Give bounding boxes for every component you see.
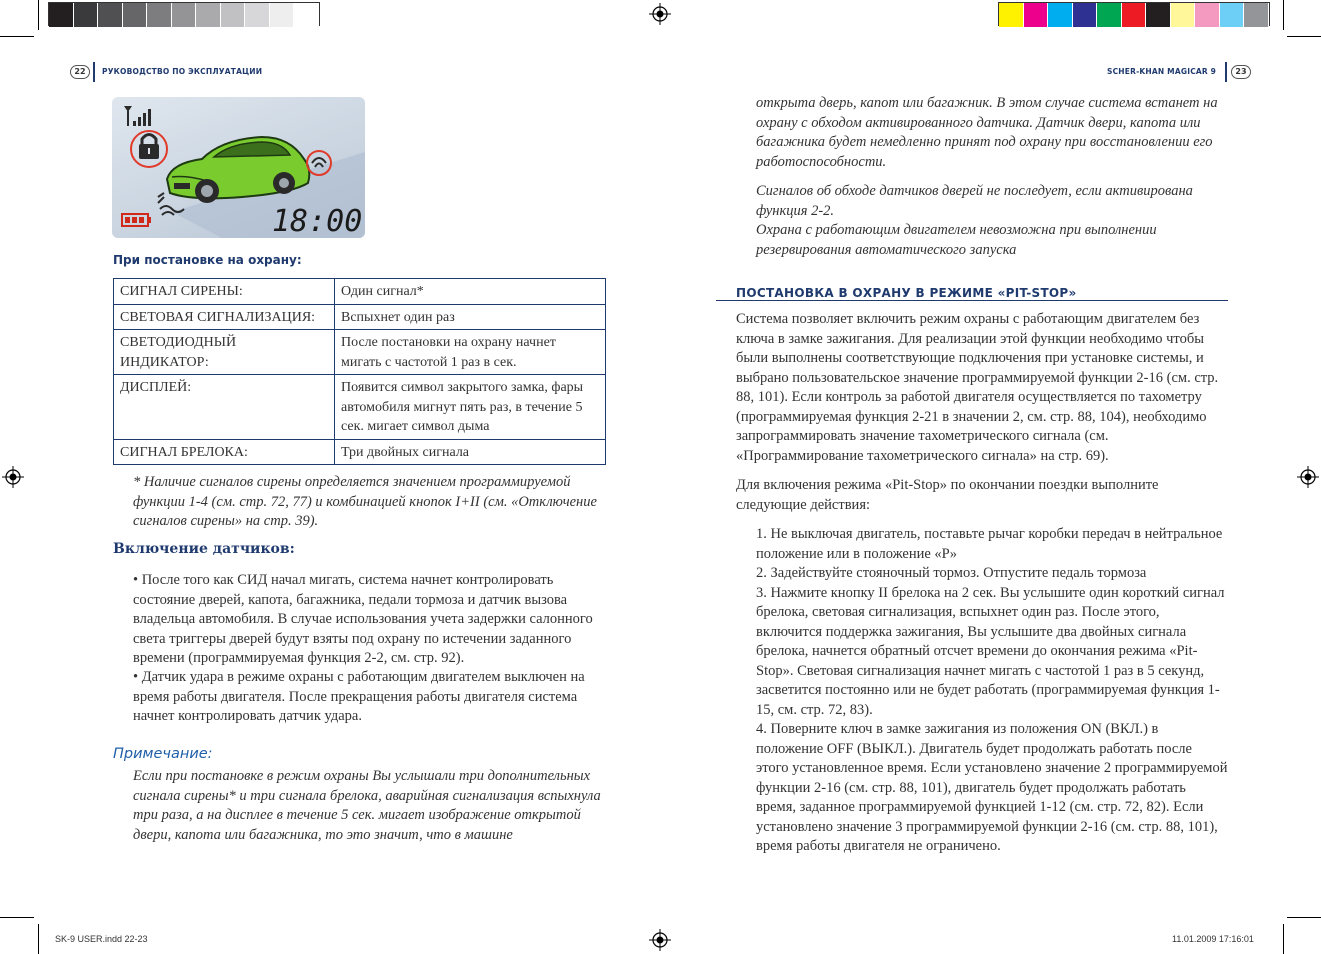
note-heading: Примечание: — [113, 746, 213, 762]
registration-mark-icon — [1297, 466, 1319, 488]
color-swatch — [196, 3, 221, 27]
crop-mark — [1283, 924, 1284, 954]
color-swatch — [1097, 3, 1122, 27]
list-item: 4. Поверните ключ в замке зажигания из положения ON (ВКЛ.) в положение OFF (ВЫКЛ.). Двигатель будет продолжать работать после этого установленное время. Если установлено значение 2 программируемой функции 2-16 (см. стр. 88, 101), двигатель будет продолжать работать время, заданное программируемой функцией 1-12 (см. стр. 72, 82). Если установлено значение 3 программируемой функции 2-16 (см. стр. 88, 101), время работы двигателя не ограничено. — [756, 721, 1228, 854]
registration-mark-icon — [649, 3, 671, 25]
sensors-heading: Включение датчиков: — [113, 541, 295, 557]
table-row — [114, 279, 606, 305]
right-page-number: 23 — [1231, 65, 1251, 79]
headlight-icon — [158, 193, 164, 203]
pit-stop-steps — [756, 525, 1228, 857]
remote-lcd-display — [112, 97, 365, 238]
color-swatch — [74, 3, 99, 27]
registration-mark-icon — [2, 466, 24, 488]
color-swatch — [1195, 3, 1220, 27]
table-row — [114, 439, 606, 465]
lock-icon — [131, 131, 167, 167]
table-row — [114, 330, 606, 375]
crop-mark — [38, 0, 39, 30]
left-page-number: 22 — [70, 65, 90, 79]
color-swatch — [245, 3, 270, 27]
crop-mark — [38, 924, 39, 954]
color-swatch — [172, 3, 197, 27]
table-value-cell: Вспыхнет один раз — [335, 304, 606, 330]
list-item: 3. Нажмите кнопку II брелока на 2 сек. Вы услышите один короткий сигнал брелока, световая сигнализация, вспыхнет один раз. После этого, включится поддержка зажигания, Вы услышите два двойных сигнала брелока, начнется обратный отсчет времени до окончания режима «Pit-Stop». Световая сигнализация начнет мигать с частотой 1 раз в 5 секунд, засветится постоянно или не будет работать (программируемая функция 1-15, см. стр. 72, 83). — [756, 584, 1225, 718]
left-running-title: РУКОВОДСТВО ПО ЭКСПЛУАТАЦИИ — [102, 67, 263, 76]
note-text: Если при постановке в режим охраны Вы услышали три дополнительных сигнала сирены* и три сигнала брелока, аварийная сигнализация вспыхнула три раза, а на дисплее в течение 5 сек. мигает изображение открытой двери, капота или багажника, то это значит, что в машине — [133, 768, 601, 843]
sensors-paragraph: • После того как СИД начал мигать, система начнет контролировать состояние дверей, капота, багажника, педали тормоза и датчик вызова владельца автомобиля. В случае использования учета задержки салонного света триггеры дверей будут взяты под охрану по истечении заданного времени (программируемая функция 2-2, см. стр. 92). — [133, 572, 593, 666]
color-swatch — [999, 3, 1024, 27]
process-color-bar — [998, 2, 1270, 26]
color-swatch — [221, 3, 246, 27]
color-swatch — [1073, 3, 1098, 27]
table-row — [114, 304, 606, 330]
note-continued: открыта дверь, капот или багажник. В этом случае система встанет на охрану с обходом активированного датчика. Датчик двери, капота или багажника будет немедленно принят под охрану при восстановлении его работоспособности. — [756, 95, 1218, 170]
arming-heading: При постановке на охрану: — [113, 253, 302, 267]
table-value-cell: Один сигнал* — [335, 279, 606, 305]
sensors-paragraph: • Датчик удара в режиме охраны с работающим двигателем выключен на время работы двигателя. После прекращения работы двигателя система начнет контролировать датчик удара. — [133, 669, 585, 724]
table-value-cell: Появится символ закрытого замка, фары автомобиля мигнут пять раз, в течение 5 сек. мигает символ дыма — [335, 375, 606, 440]
crop-mark — [1283, 0, 1284, 30]
table-label-cell: СВЕТОДИОДНЫЙ ИНДИКАТОР: — [114, 330, 335, 375]
color-swatch — [49, 3, 74, 27]
lcd-illustration — [112, 97, 365, 238]
header-divider — [93, 62, 95, 82]
color-swatch — [294, 3, 319, 27]
crop-mark — [0, 917, 34, 918]
battery-icon — [122, 214, 151, 226]
lcd-clock: 18:00 — [272, 204, 363, 238]
pit-stop-intro: Система позволяет включить режим охраны с работающим двигателем без ключа в замке зажигания. Для реализации этой функции необходимо чтобы были выполнены соответствующие подключения при установке системы, и выбрано пользовательское значение программируемой функции 2-16 (см. стр. 88, 101). Если контроль за работой двигателя осуществляется по тахометру (программируемая функция 2-21 в значении 2, см. стр. 88, 104), необходимо запрограммировать значение тахометрического сигнала (см. «Программирование тахометрического сигнала» на стр. 69). — [736, 311, 1219, 464]
color-swatch — [1146, 3, 1171, 27]
table-label-cell: СИГНАЛ БРЕЛОКА: — [114, 439, 335, 465]
color-swatch — [1122, 3, 1147, 27]
grayscale-color-bar — [48, 2, 320, 26]
crop-mark — [0, 36, 34, 37]
arming-signals-table — [113, 278, 606, 465]
siren-footnote: * Наличие сигналов сирены определяется значением программируемой функции 1-4 (см. стр. 72, 77) и комбинацией кнопок I+II (см. «Отключение сигналов сирены» на стр. 39). — [133, 474, 597, 529]
table-value-cell: После постановки на охрану начнет мигать с частотой 1 раз в сек. — [335, 330, 606, 375]
car-icon — [167, 137, 309, 203]
table-label-cell: СИГНАЛ СИРЕНЫ: — [114, 279, 335, 305]
crop-mark — [1287, 36, 1321, 37]
footer-timestamp: 11.01.2009 17:16:01 — [1172, 934, 1254, 944]
pit-stop-steps-intro: Для включения режима «Pit-Stop» по окончании поездки выполните следующие действия: — [736, 477, 1159, 513]
color-swatch — [270, 3, 295, 27]
color-swatch — [1220, 3, 1245, 27]
color-swatch — [147, 3, 172, 27]
list-item: 1. Не выключая двигатель, поставьте рычаг коробки передач в нейтральное положение или в положение «P» — [756, 526, 1223, 562]
table-value-cell: Три двойных сигнала — [335, 439, 606, 465]
crop-mark — [1287, 917, 1321, 918]
header-divider — [1225, 62, 1227, 82]
table-label-cell: СВЕТОВАЯ СИГНАЛИЗАЦИЯ: — [114, 304, 335, 330]
heading-rule — [716, 300, 1228, 301]
registration-mark-icon — [649, 929, 671, 951]
color-swatch — [1024, 3, 1049, 27]
note-continued: Сигналов об обходе датчиков дверей не последует, если активирована функция 2-2. — [756, 183, 1193, 219]
table-row — [114, 375, 606, 440]
color-swatch — [1048, 3, 1073, 27]
right-running-title: SCHER-KHAN MAGICAR 9 — [1107, 67, 1217, 76]
note-continued: Охрана с работающим двигателем невозможна при выполнении резервирования автоматического запуска — [756, 222, 1157, 258]
color-swatch — [1244, 3, 1269, 27]
table-label-cell: ДИСПЛЕЙ: — [114, 375, 335, 440]
pit-stop-heading: ПОСТАНОВКА В ОХРАНУ В РЕЖИМЕ «PIT-STOP» — [736, 286, 1077, 300]
footer-file: SK-9 USER.indd 22-23 — [55, 934, 148, 944]
color-swatch — [98, 3, 123, 27]
list-item: 2. Задействуйте стояночный тормоз. Отпустите педаль тормоза — [756, 565, 1147, 581]
color-swatch — [1171, 3, 1196, 27]
color-swatch — [123, 3, 148, 27]
signal-strength-icon — [124, 106, 151, 126]
